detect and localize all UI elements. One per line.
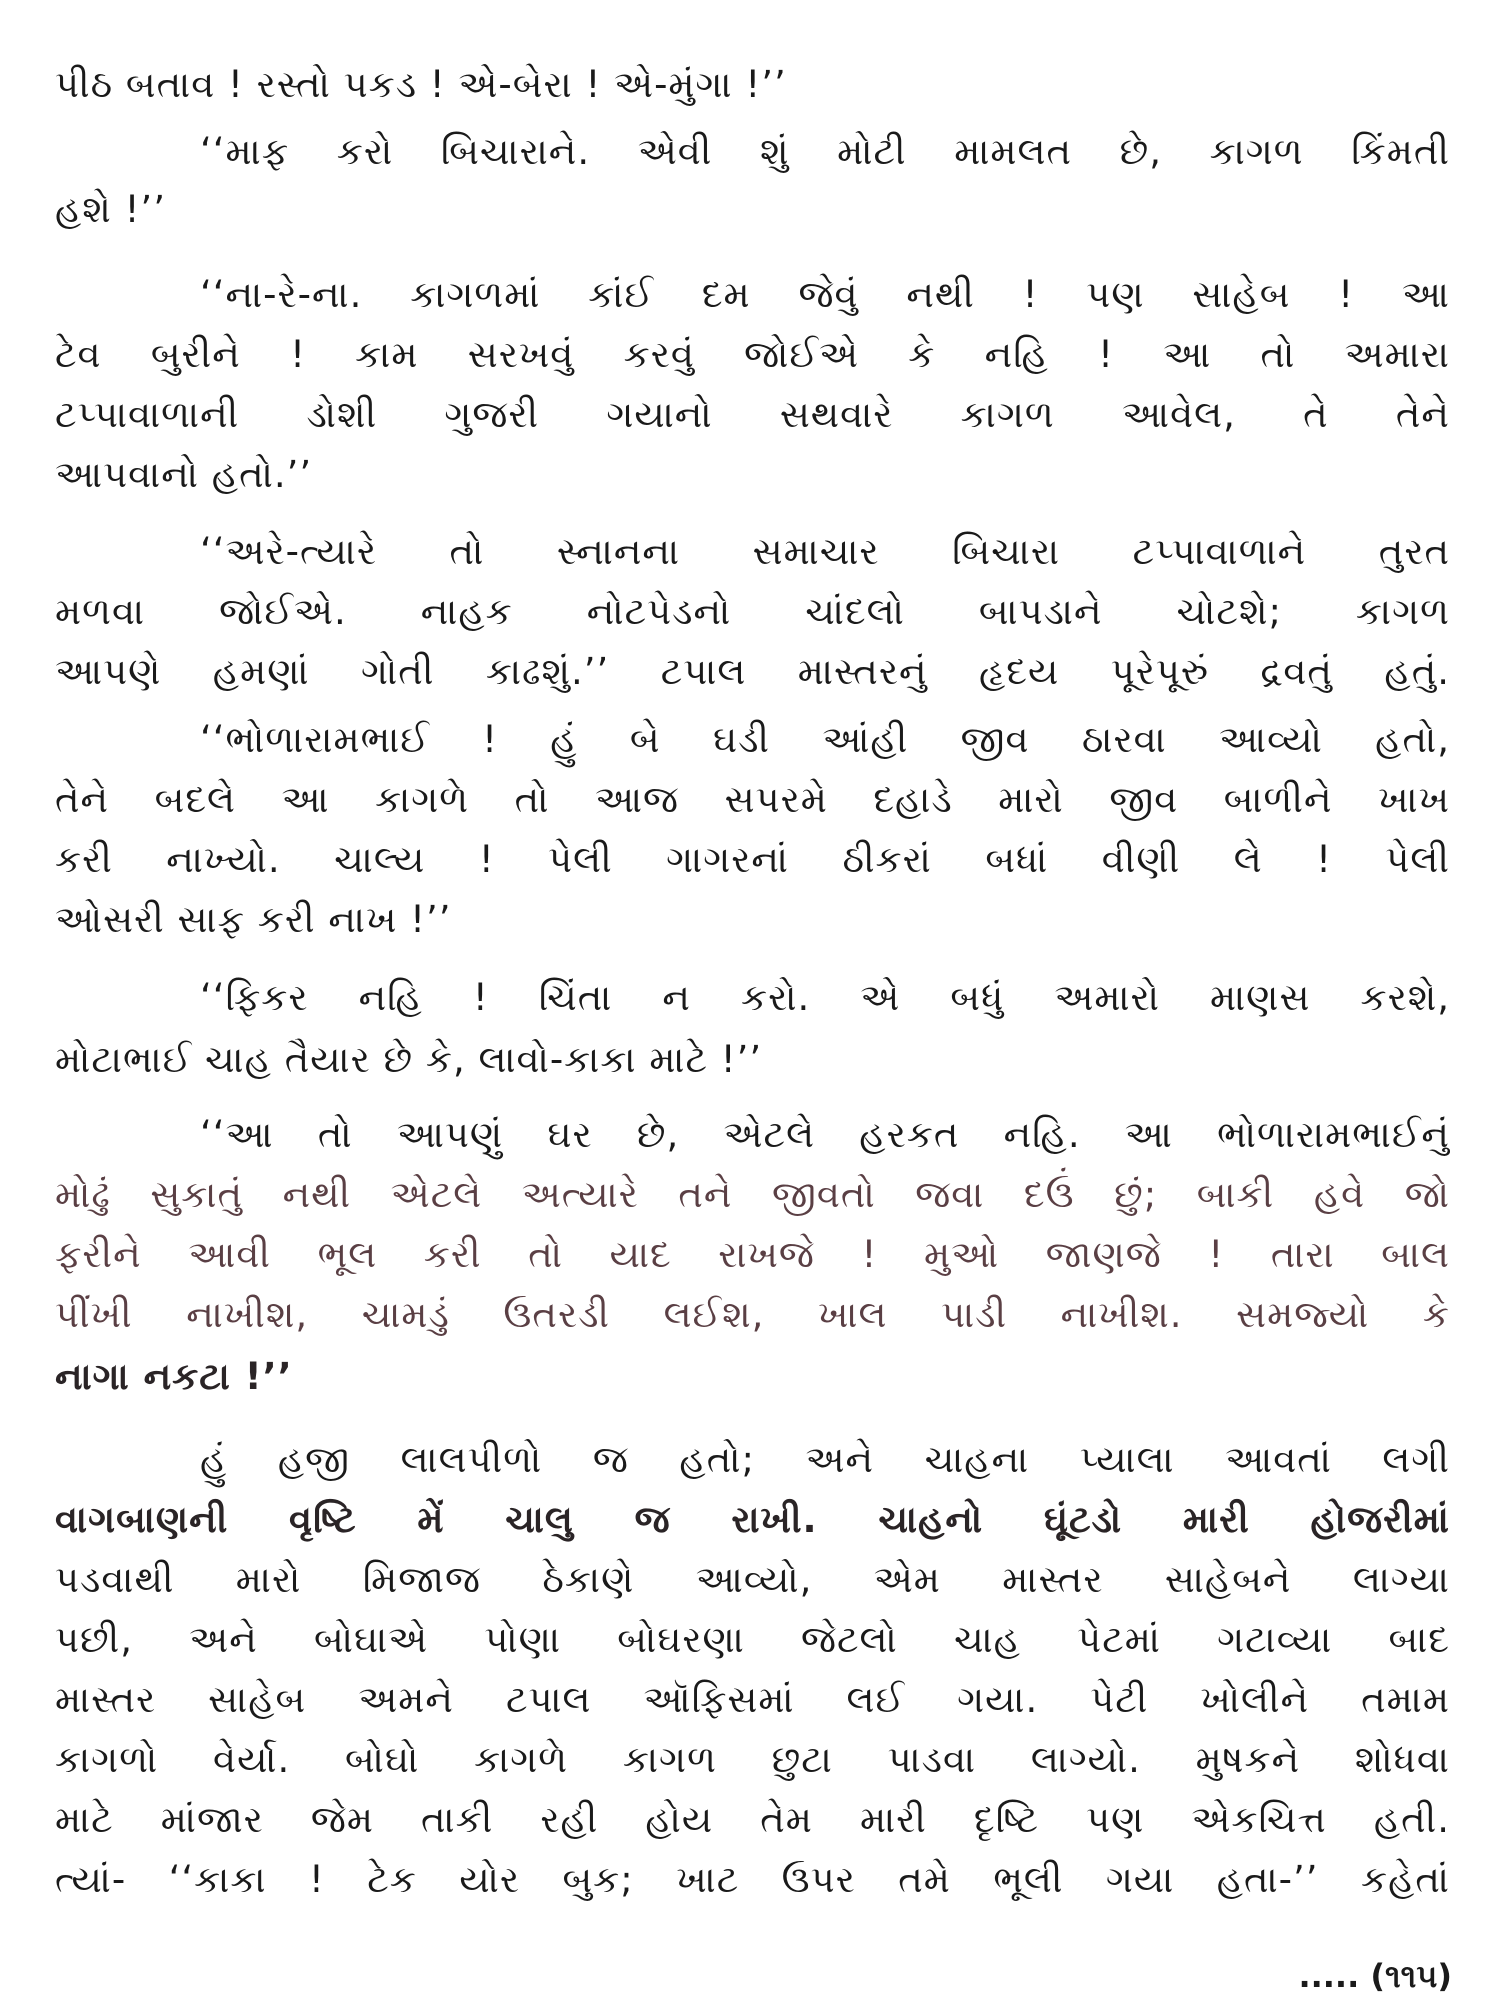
- text-line: કાગળો વેર્યા. બોઘો કાગળે કાગળ છુટા પાડવા લાગ્યો. મુષકને શોધવા: [55, 1738, 1450, 1781]
- page-number: ..... (૧૧૫): [1298, 1957, 1452, 1995]
- text-line: ‘‘ના-રે-ના. કાગળમાં કાંઈ દમ જેવું નથી ! પણ સાહેબ ! આ: [200, 273, 1450, 316]
- text-line: પીંખી નાખીશ, ચામડું ઉતરડી લઈશ, ખાલ પાડી નાખીશ. સમજ્યો કે: [55, 1293, 1450, 1336]
- text-line: ‘‘અરે-ત્યારે તો સ્નાનના સમાચાર બિચારા ટપ્પાવાળાને તુરત: [200, 530, 1450, 573]
- text-line: હું હજી લાલપીળો જ હતો; અને ચાહના પ્યાલા આવતાં લગી: [200, 1438, 1450, 1481]
- text-line: પછી, અને બોઘાએ પોણા બોઘરણા જેટલો ચાહ પેટમાં ગટાવ્યા બાદ: [55, 1618, 1450, 1661]
- text-line: ‘‘ભોળારામભાઈ ! હું બે ઘડી આંહી જીવ ઠારવા આવ્યો હતો,: [200, 718, 1450, 761]
- text-line: પડવાથી મારો મિજાજ ઠેકાણે આવ્યો, એમ માસ્તર સાહેબને લાગ્યા: [55, 1558, 1450, 1601]
- text-line: નાગા નકટા !’’: [55, 1355, 293, 1398]
- text-line: મળવા જોઈએ. નાહક નોટપેડનો ચાંદલો બાપડાને ચોટશે; કાગળ: [55, 590, 1450, 633]
- text-line: ટેવ બુરીને ! કામ સરખવું કરવું જોઈએ કે નહિ ! આ તો અમારા: [55, 333, 1450, 376]
- text-line: મોટાભાઈ ચાહ તૈયાર છે કે, લાવો-કાકા માટે !’’: [55, 1038, 763, 1081]
- text-line: પીઠ બતાવ ! રસ્તો પકડ ! એ-બેરા ! એ-મુંગા !’’: [55, 63, 787, 106]
- text-line: માટે માંજાર જેમ તાકી રહી હોય તેમ મારી દૃષ્ટિ પણ એકચિત્ત હતી.: [55, 1798, 1450, 1841]
- text-line: કરી નાખ્યો. ચાલ્ય ! પેલી ગાગરનાં ઠીકરાં બધાં વીણી લે ! પેલી: [55, 838, 1450, 881]
- text-line: આપણે હમણાં ગોતી કાઢશું.’’ ટપાલ માસ્તરનું હૃદય પૂરેપૂરું દ્રવતું હતું.: [55, 650, 1450, 693]
- text-line: મોઢું સુકાતું નથી એટલે અત્યારે તને જીવતો જવા દઉં છું; બાકી હવે જો: [55, 1173, 1450, 1216]
- text-line: ઓસરી સાફ કરી નાખ !’’: [55, 898, 452, 941]
- text-line: તેને બદલે આ કાગળે તો આજ સપરમે દહાડે મારો જીવ બાળીને ખાખ: [55, 778, 1450, 821]
- text-line: ફરીને આવી ભૂલ કરી તો યાદ રાખજે ! મુઓ જાણજે ! તારા બાલ: [55, 1233, 1450, 1276]
- text-line: ત્યાં- ‘‘કાકા ! ટેક યોર બુક; ખાટ ઉપર તમે ભૂલી ગયા હતા-’’ કહેતાં: [55, 1858, 1450, 1901]
- text-line: ‘‘માફ કરો બિચારાને. એવી શું મોટી મામલત છે, કાગળ કિંમતી: [200, 130, 1450, 173]
- text-line: ‘‘આ તો આપણું ઘર છે, એટલે હરકત નહિ. આ ભોળારામભાઈનું: [200, 1113, 1450, 1156]
- text-line: આપવાનો હતો.’’: [55, 453, 313, 496]
- text-line: ટપ્પાવાળાની ડોશી ગુજરી ગયાનો સથવારે કાગળ આવેલ, તે તેને: [55, 393, 1450, 436]
- text-line: હશે !’’: [55, 188, 166, 231]
- text-line: માસ્તર સાહેબ અમને ટપાલ ઑફિસમાં લઈ ગયા. પેટી ખોલીને તમામ: [55, 1678, 1450, 1721]
- text-line: ‘‘ફિકર નહિ ! ચિંતા ન કરો. એ બધું અમારો માણસ કરશે,: [200, 976, 1450, 1019]
- text-line: વાગબાણની વૃષ્ટિ મેં ચાલુ જ રાખી. ચાહનો ઘૂંટડો મારી હોજરીમાં: [55, 1498, 1450, 1541]
